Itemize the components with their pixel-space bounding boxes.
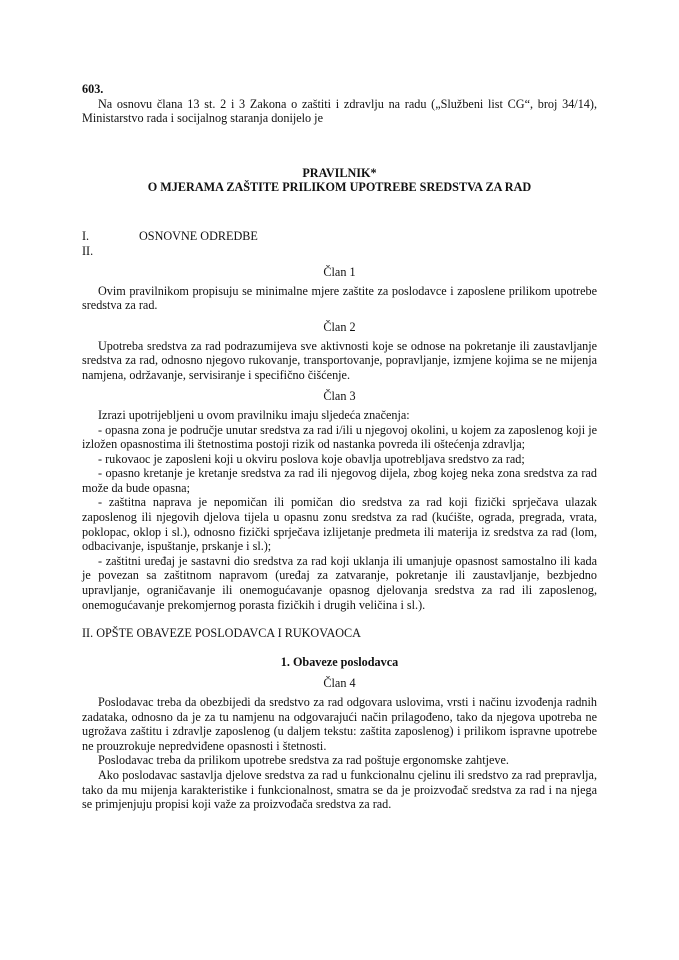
section-number: I. (82, 228, 90, 243)
article-text: Poslodavac treba da prilikom upotrebe sredstva za rad poštuje ergonomske zahtjeve. (98, 753, 509, 768)
preamble: Na osnovu člana 13 st. 2 i 3 Zakona o zaštiti i zdravlju na radu („Službeni list CG“, broj 34/14), Ministarstvo rada i socijalnog staranja donijelo je (82, 96, 597, 126)
article-intro: Izrazi upotrijebljeni u ovom pravilniku imaju sljedeća značenja: (98, 407, 410, 422)
section-title: OSNOVNE ODREDBE (139, 228, 258, 243)
document-title: PRAVILNIK* (302, 165, 377, 180)
article-text: Ako poslodavac sastavlja djelove sredstva za rad u funkcionalnu cjelinu ili sredstvo za rad prepravlja, tako da mu mijenja karakteristike i funkcionalnost, smatra se da je proizvođač sredstva za rad i na njega se primjenjuju propisi koji važe za proizvođača sredstva za rad. (82, 767, 597, 812)
section-heading-2 (82, 244, 597, 259)
definition-item: - opasno kretanje je kretanje sredstva za rad ili njegovog dijela, zbog kojeg neka zona sredstva za rad može da bude opasna; (82, 466, 597, 495)
article-heading: Član 1 (323, 265, 356, 280)
definition-item: - zaštitna naprava je nepomičan ili pomičan dio sredstva za rad koji fizički sprječava ulazak zaposlenog ili njegovih djelova tijela u opasnu zonu sredstva za rad (kućište, ograda, pregrada, vrata, poklopac, oklop i sl.), odnosno fizički sprječava izlijetanje predmeta ili materija iz sredstva za rad (lom, odbacivanje, ispuštanje, prskanje i sl.); (82, 495, 597, 554)
article-heading: Član 2 (323, 319, 356, 334)
subsection-heading: 1. Obaveze poslodavca (280, 654, 399, 669)
section-number: II. (82, 243, 94, 258)
article-text: Upotreba sredstva za rad podrazumijeva sve aktivnosti koje se odnose na pokretanje ili zaustavljanje sredstva za rad, odnosno njegovo rukovanje, transportovanje, popravljanje, izmjene kojima se ne mijenja namjena, održavanje, servisiranje i specifično čišćenje. (82, 338, 597, 382)
article-heading: Član 3 (323, 389, 356, 404)
chapter-heading: II. OPŠTE OBAVEZE POSLODAVCA I RUKOVAOCA (82, 626, 361, 641)
definition-item: - opasna zona je područje unutar sredstva za rad i/ili u njegovoj okolini, u kojem za zaposlenog koji je izložen opasnostima ili štetnostima postoji rizik od nastanka povreda ili oštećenja zdravlja; (82, 422, 597, 452)
document-page (82, 82, 597, 812)
section-heading-1 (82, 229, 597, 244)
definition-item: - zaštitni uređaj je sastavni dio sredstva za rad koji uklanja ili umanjuje opasnost samostalno ili kada je povezan sa zaštitnom napravom (uređaj za zatvaranje, pokretanje ili zaustavljanje, bezbjedno upravljanje, ograničavanje ili onemogućavanje opasnog djelovanja sredstva za rad ili zaposlenog, onemogućavanje prekomjernog porasta fizičkih i drugih veličina i sl.). (82, 553, 597, 612)
document-number: 603. (82, 82, 104, 96)
article-text: Poslodavac treba da obezbijedi da sredstvo za rad odgovara uslovima, vrsti i načinu izvođenja radnih zadataka, odnosno da je za tu namjenu na odgovarajući način prilagođeno, tako da njegova upotreba ne ugrožava zaštitu i zdravlje zaposlenog (u daljem tekstu: zaštita zaposlenog) i prilikom ispravne upotrebe ne prouzrokuje nepredviđene opasnosti i štetnosti. (82, 695, 597, 753)
article-heading: Član 4 (323, 676, 356, 691)
document-subtitle: O MJERAMA ZAŠTITE PRILIKOM UPOTREBE SREDSTVA ZA RAD (147, 180, 532, 195)
article-text: Ovim pravilnikom propisuju se minimalne mjere zaštite za poslodavce i zaposlene prilikom upotrebe sredstva za rad. (82, 283, 597, 313)
definition-item: - rukovaoc je zaposleni koji u okviru poslova koje obavlja upotrebljava sredstvo za rad; (98, 451, 525, 466)
